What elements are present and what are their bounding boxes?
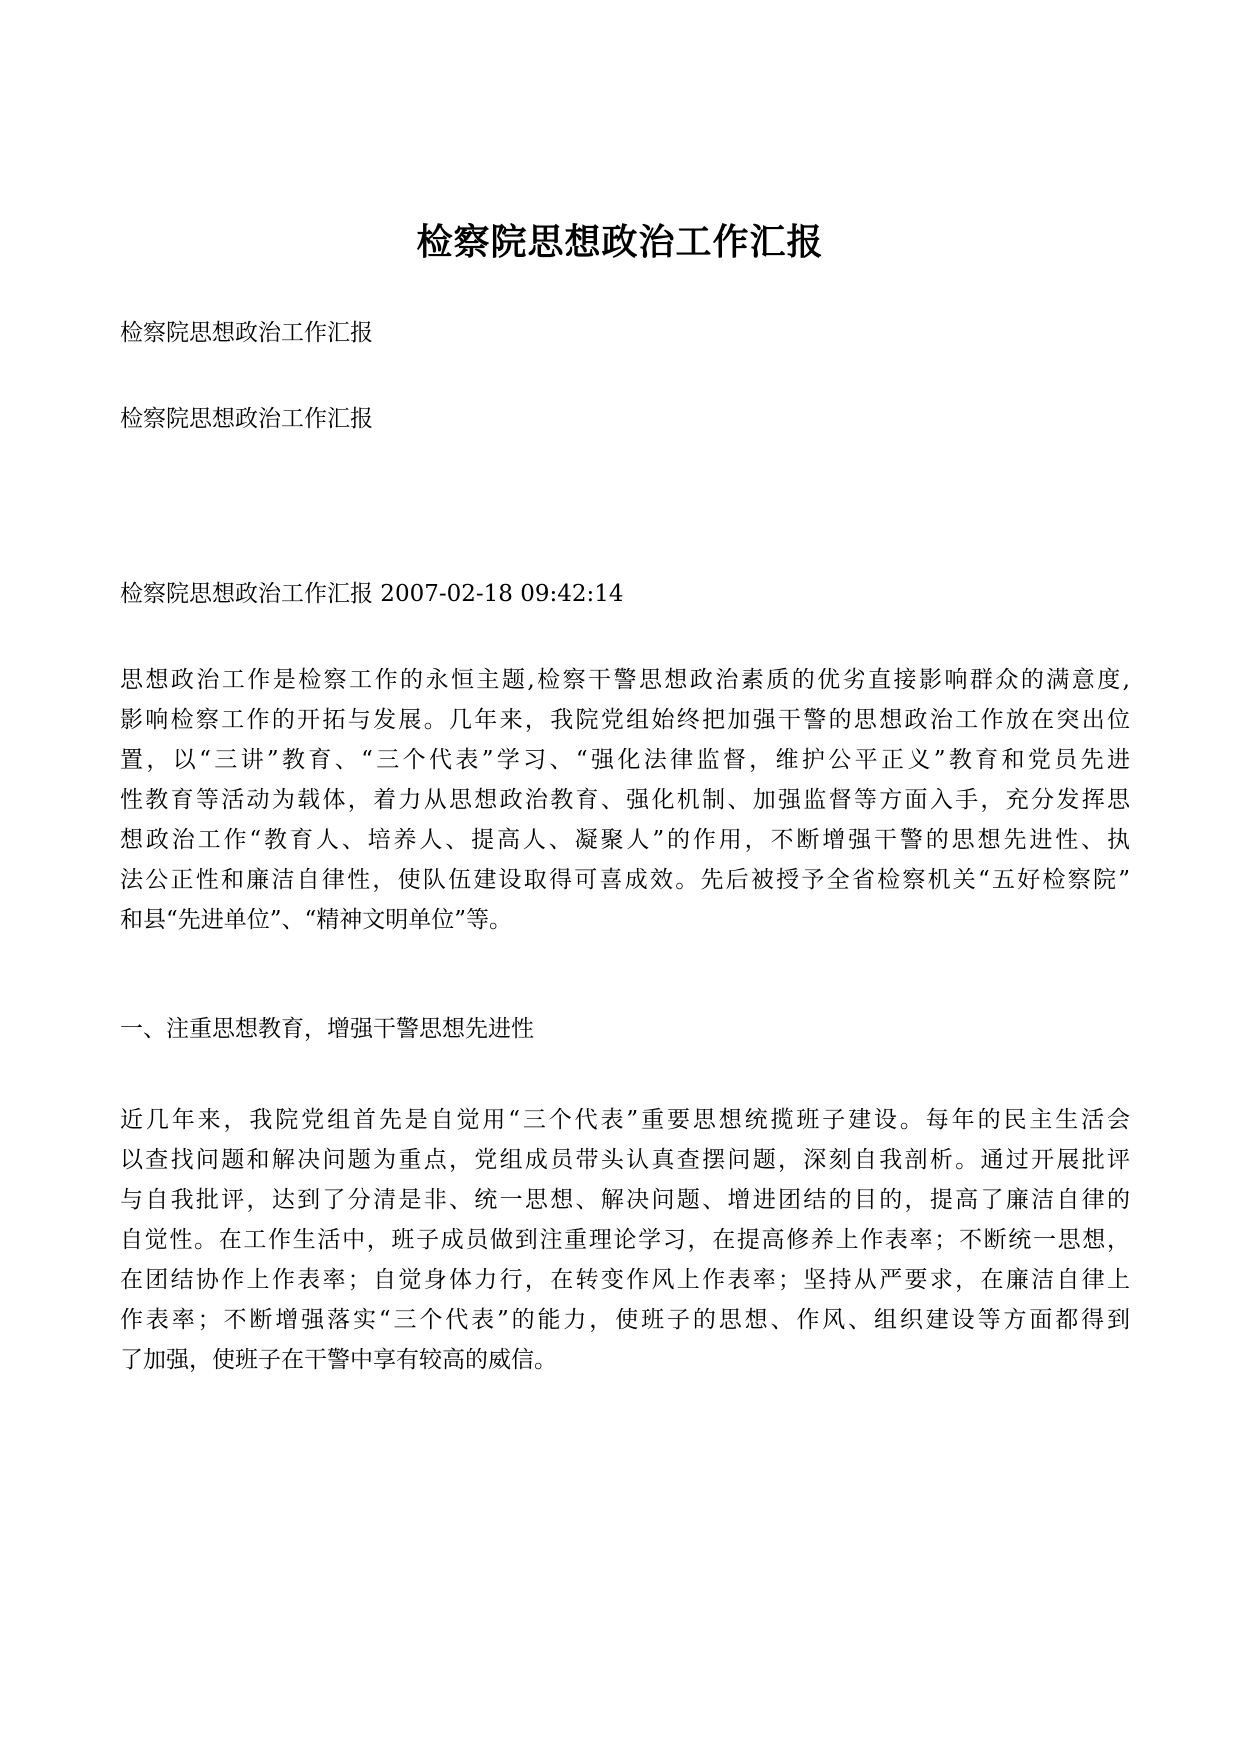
dated-heading: 检察院思想政治工作汇报 2007-02-18 09:42:14 — [120, 581, 624, 607]
document-title: 检察院思想政治工作汇报 — [416, 221, 824, 263]
subtitle-line-1: 检察院思想政治工作汇报 — [120, 320, 373, 346]
section-1-line: 了加强，使班子在干警中享有较高的威信。 — [120, 1347, 557, 1373]
section-1-paragraph — [120, 1100, 1130, 1380]
intro-line: 想政治工作“教育人、培养人、提高人、凝聚人”的作用，不断增强干警的思想先进性、执 — [120, 827, 1130, 853]
intro-line: 置，以“三讲”教育、“三个代表”学习、“强化法律监督，维护公平正义”教育和党员先进 — [120, 747, 1130, 773]
intro-paragraph — [120, 660, 1130, 940]
intro-line: 法公正性和廉洁自律性，使队伍建设取得可喜成效。先后被授予全省检察机关“五好检察院” — [120, 867, 1130, 893]
section-1-line: 与自我批评，达到了分清是非、统一思想、解决问题、增进团结的目的，提高了廉洁自律的 — [120, 1187, 1130, 1213]
section-1-line: 自觉性。在工作生活中，班子成员做到注重理论学习，在提高修养上作表率；不断统一思想， — [120, 1227, 1130, 1253]
intro-line: 影响检察工作的开拓与发展。几年来，我院党组始终把加强干警的思想政治工作放在突出位 — [120, 707, 1130, 733]
section-1-line: 以查找问题和解决问题为重点，党组成员带头认真查摆问题，深刻自我剖析。通过开展批评 — [120, 1147, 1130, 1173]
section-1-line: 作表率；不断增强落实“三个代表”的能力，使班子的思想、作风、组织建设等方面都得到 — [120, 1307, 1130, 1333]
intro-line: 和县“先进单位”、“精神文明单位”等。 — [120, 907, 513, 933]
intro-line: 性教育等活动为载体，着力从思想政治教育、强化机制、加强监督等方面入手，充分发挥思 — [120, 787, 1130, 813]
section-1-line: 在团结协作上作表率；自觉身体力行，在转变作风上作表率；坚持从严要求，在廉洁自律上 — [120, 1267, 1130, 1293]
subtitle-line-2: 检察院思想政治工作汇报 — [120, 406, 373, 432]
section-1-heading: 一、注重思想教育，增强干警思想先进性 — [120, 1016, 534, 1042]
section-1-line: 近几年来，我院党组首先是自觉用“三个代表”重要思想统揽班子建设。每年的民主生活会 — [120, 1107, 1130, 1133]
intro-line: 思想政治工作是检察工作的永恒主题,检察干警思想政治素质的优劣直接影响群众的满意度, — [120, 667, 1130, 693]
